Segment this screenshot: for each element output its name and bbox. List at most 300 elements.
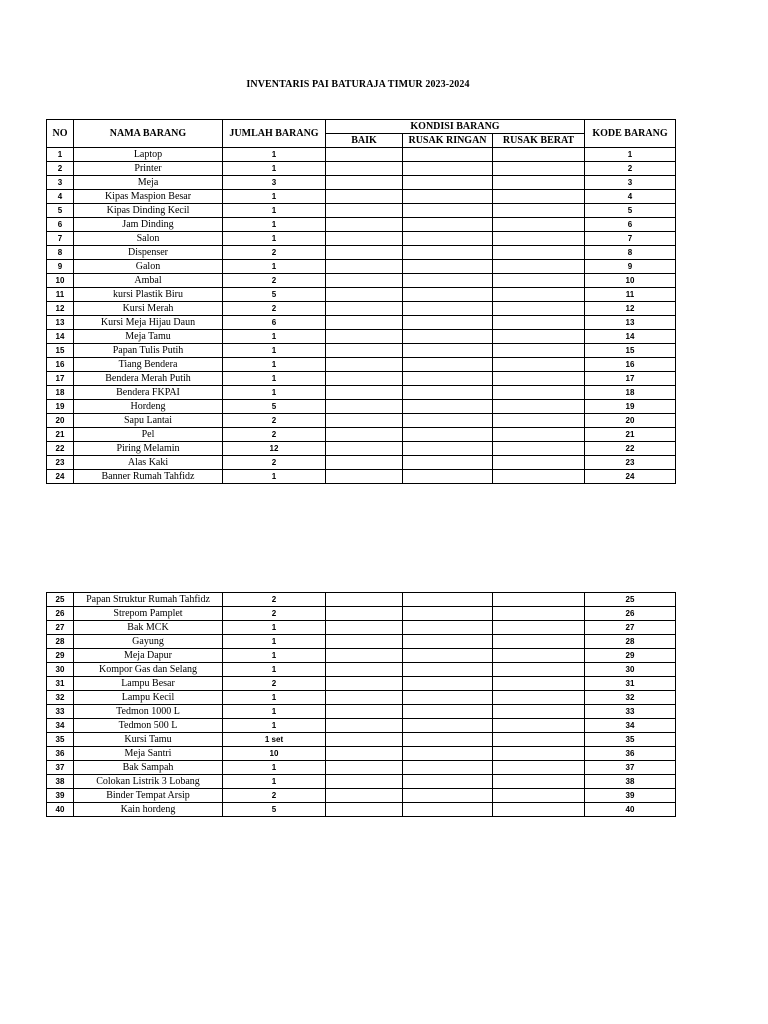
- cell-jumlah-barang: 1: [223, 372, 326, 386]
- cell-baik: [326, 148, 403, 162]
- cell-kode-barang: 23: [585, 456, 676, 470]
- cell-kode-barang: 27: [585, 621, 676, 635]
- table-row: [47, 148, 676, 162]
- cell-jumlah-barang: 1: [223, 162, 326, 176]
- cell-jumlah-barang: 2: [223, 414, 326, 428]
- cell-jumlah-barang: 5: [223, 803, 326, 817]
- cell-baik: [326, 316, 403, 330]
- cell-nama-barang: Kipas Dinding Kecil: [74, 204, 223, 218]
- table-row: [47, 719, 676, 733]
- cell-no: 4: [47, 190, 74, 204]
- cell-rusak-berat: [493, 733, 585, 747]
- cell-jumlah-barang: 1: [223, 232, 326, 246]
- cell-jumlah-barang: 1: [223, 148, 326, 162]
- cell-no: 3: [47, 176, 74, 190]
- cell-rusak-ringan: [403, 789, 493, 803]
- cell-rusak-ringan: [403, 204, 493, 218]
- cell-rusak-berat: [493, 803, 585, 817]
- cell-kode-barang: 33: [585, 705, 676, 719]
- cell-nama-barang: Meja: [74, 176, 223, 190]
- cell-jumlah-barang: 2: [223, 274, 326, 288]
- cell-baik: [326, 775, 403, 789]
- header-no: NO: [47, 120, 74, 148]
- cell-baik: [326, 733, 403, 747]
- cell-rusak-berat: [493, 456, 585, 470]
- table-row: [47, 316, 676, 330]
- cell-no: 11: [47, 288, 74, 302]
- table-row: [47, 204, 676, 218]
- cell-rusak-berat: [493, 607, 585, 621]
- cell-no: 28: [47, 635, 74, 649]
- cell-kode-barang: 9: [585, 260, 676, 274]
- cell-nama-barang: Piring Melamin: [74, 442, 223, 456]
- cell-rusak-ringan: [403, 733, 493, 747]
- cell-nama-barang: Bendera FKPAI: [74, 386, 223, 400]
- cell-nama-barang: Salon: [74, 232, 223, 246]
- cell-rusak-berat: [493, 470, 585, 484]
- cell-baik: [326, 607, 403, 621]
- cell-jumlah-barang: 1: [223, 204, 326, 218]
- table-row: [47, 649, 676, 663]
- table-row: [47, 358, 676, 372]
- header-kode-barang: KODE BARANG: [585, 120, 676, 148]
- table-row: [47, 621, 676, 635]
- table-row: [47, 442, 676, 456]
- cell-baik: [326, 176, 403, 190]
- cell-no: 32: [47, 691, 74, 705]
- cell-kode-barang: 30: [585, 663, 676, 677]
- cell-kode-barang: 4: [585, 190, 676, 204]
- cell-rusak-berat: [493, 386, 585, 400]
- cell-baik: [326, 789, 403, 803]
- cell-kode-barang: 29: [585, 649, 676, 663]
- cell-baik: [326, 719, 403, 733]
- cell-kode-barang: 13: [585, 316, 676, 330]
- cell-no: 12: [47, 302, 74, 316]
- cell-rusak-ringan: [403, 302, 493, 316]
- header-baik: BAIK: [326, 134, 403, 148]
- table-row: [47, 232, 676, 246]
- cell-baik: [326, 649, 403, 663]
- table-row: [47, 330, 676, 344]
- cell-kode-barang: 11: [585, 288, 676, 302]
- cell-rusak-berat: [493, 288, 585, 302]
- cell-baik: [326, 274, 403, 288]
- cell-rusak-ringan: [403, 386, 493, 400]
- cell-kode-barang: 8: [585, 246, 676, 260]
- cell-rusak-berat: [493, 691, 585, 705]
- cell-rusak-ringan: [403, 663, 493, 677]
- cell-kode-barang: 15: [585, 344, 676, 358]
- table-row: [47, 733, 676, 747]
- table-row: [47, 456, 676, 470]
- cell-rusak-berat: [493, 649, 585, 663]
- table-row: [47, 274, 676, 288]
- cell-baik: [326, 761, 403, 775]
- cell-nama-barang: Kipas Maspion Besar: [74, 190, 223, 204]
- cell-rusak-ringan: [403, 190, 493, 204]
- cell-baik: [326, 635, 403, 649]
- cell-kode-barang: 26: [585, 607, 676, 621]
- cell-kode-barang: 32: [585, 691, 676, 705]
- cell-kode-barang: 35: [585, 733, 676, 747]
- cell-rusak-berat: [493, 775, 585, 789]
- cell-baik: [326, 428, 403, 442]
- table-row: [47, 803, 676, 817]
- cell-kode-barang: 22: [585, 442, 676, 456]
- cell-rusak-ringan: [403, 232, 493, 246]
- cell-baik: [326, 414, 403, 428]
- cell-rusak-berat: [493, 274, 585, 288]
- cell-no: 16: [47, 358, 74, 372]
- cell-baik: [326, 663, 403, 677]
- cell-jumlah-barang: 1: [223, 635, 326, 649]
- cell-jumlah-barang: 2: [223, 246, 326, 260]
- cell-nama-barang: Gayung: [74, 635, 223, 649]
- cell-kode-barang: 31: [585, 677, 676, 691]
- cell-kode-barang: 14: [585, 330, 676, 344]
- cell-rusak-ringan: [403, 691, 493, 705]
- cell-no: 19: [47, 400, 74, 414]
- cell-rusak-ringan: [403, 719, 493, 733]
- cell-rusak-berat: [493, 232, 585, 246]
- cell-no: 25: [47, 593, 74, 607]
- cell-no: 34: [47, 719, 74, 733]
- cell-rusak-ringan: [403, 677, 493, 691]
- cell-baik: [326, 246, 403, 260]
- cell-no: 15: [47, 344, 74, 358]
- cell-nama-barang: Alas Kaki: [74, 456, 223, 470]
- cell-rusak-ringan: [403, 607, 493, 621]
- cell-rusak-ringan: [403, 372, 493, 386]
- cell-rusak-ringan: [403, 288, 493, 302]
- cell-rusak-ringan: [403, 593, 493, 607]
- cell-rusak-ringan: [403, 705, 493, 719]
- cell-no: 10: [47, 274, 74, 288]
- table-body-page-2: [47, 593, 676, 817]
- cell-kode-barang: 12: [585, 302, 676, 316]
- cell-rusak-ringan: [403, 218, 493, 232]
- cell-no: 39: [47, 789, 74, 803]
- cell-rusak-berat: [493, 442, 585, 456]
- cell-jumlah-barang: 1: [223, 470, 326, 484]
- cell-jumlah-barang: 3: [223, 176, 326, 190]
- cell-no: 6: [47, 218, 74, 232]
- cell-rusak-ringan: [403, 260, 493, 274]
- header-rusak-ringan: RUSAK RINGAN: [403, 134, 493, 148]
- cell-kode-barang: 1: [585, 148, 676, 162]
- table-row: [47, 344, 676, 358]
- cell-kode-barang: 5: [585, 204, 676, 218]
- table-row: [47, 470, 676, 484]
- cell-nama-barang: Kursi Meja Hijau Daun: [74, 316, 223, 330]
- cell-rusak-berat: [493, 789, 585, 803]
- cell-rusak-berat: [493, 621, 585, 635]
- cell-rusak-ringan: [403, 442, 493, 456]
- cell-nama-barang: Papan Tulis Putih: [74, 344, 223, 358]
- table-row: [47, 246, 676, 260]
- cell-nama-barang: Hordeng: [74, 400, 223, 414]
- cell-baik: [326, 593, 403, 607]
- cell-rusak-ringan: [403, 747, 493, 761]
- cell-nama-barang: kursi Plastik Biru: [74, 288, 223, 302]
- table-row: [47, 260, 676, 274]
- cell-baik: [326, 677, 403, 691]
- cell-rusak-berat: [493, 428, 585, 442]
- cell-nama-barang: Bendera Merah Putih: [74, 372, 223, 386]
- cell-rusak-berat: [493, 162, 585, 176]
- cell-no: 21: [47, 428, 74, 442]
- cell-baik: [326, 358, 403, 372]
- cell-rusak-ringan: [403, 148, 493, 162]
- cell-rusak-ringan: [403, 761, 493, 775]
- cell-nama-barang: Lampu Kecil: [74, 691, 223, 705]
- cell-baik: [326, 204, 403, 218]
- cell-no: 23: [47, 456, 74, 470]
- cell-rusak-ringan: [403, 176, 493, 190]
- cell-rusak-berat: [493, 218, 585, 232]
- cell-rusak-ringan: [403, 330, 493, 344]
- cell-kode-barang: 36: [585, 747, 676, 761]
- cell-jumlah-barang: 1: [223, 761, 326, 775]
- cell-kode-barang: 38: [585, 775, 676, 789]
- cell-rusak-ringan: [403, 400, 493, 414]
- cell-nama-barang: Kompor Gas dan Selang: [74, 663, 223, 677]
- cell-no: 30: [47, 663, 74, 677]
- table-row: [47, 635, 676, 649]
- cell-nama-barang: Papan Struktur Rumah Tahfidz: [74, 593, 223, 607]
- cell-no: 8: [47, 246, 74, 260]
- cell-kode-barang: 34: [585, 719, 676, 733]
- cell-rusak-berat: [493, 593, 585, 607]
- cell-no: 33: [47, 705, 74, 719]
- cell-baik: [326, 386, 403, 400]
- cell-nama-barang: Ambal: [74, 274, 223, 288]
- cell-baik: [326, 691, 403, 705]
- cell-nama-barang: Bak MCK: [74, 621, 223, 635]
- table-row: [47, 677, 676, 691]
- cell-baik: [326, 232, 403, 246]
- cell-nama-barang: Printer: [74, 162, 223, 176]
- cell-jumlah-barang: 2: [223, 593, 326, 607]
- cell-baik: [326, 442, 403, 456]
- cell-rusak-ringan: [403, 470, 493, 484]
- cell-kode-barang: 28: [585, 635, 676, 649]
- cell-nama-barang: Kursi Tamu: [74, 733, 223, 747]
- cell-kode-barang: 19: [585, 400, 676, 414]
- cell-nama-barang: Lampu Besar: [74, 677, 223, 691]
- table-row: [47, 302, 676, 316]
- cell-kode-barang: 6: [585, 218, 676, 232]
- cell-jumlah-barang: 1: [223, 344, 326, 358]
- cell-kode-barang: 10: [585, 274, 676, 288]
- cell-no: 5: [47, 204, 74, 218]
- table-row: [47, 288, 676, 302]
- cell-rusak-berat: [493, 663, 585, 677]
- table-row: [47, 428, 676, 442]
- header-nama-barang: NAMA BARANG: [74, 120, 223, 148]
- cell-rusak-berat: [493, 761, 585, 775]
- table-row: [47, 747, 676, 761]
- header-kondisi-barang: KONDISI BARANG: [326, 120, 585, 134]
- cell-baik: [326, 400, 403, 414]
- cell-no: 27: [47, 621, 74, 635]
- cell-nama-barang: Binder Tempat Arsip: [74, 789, 223, 803]
- cell-baik: [326, 705, 403, 719]
- table-row: [47, 176, 676, 190]
- cell-jumlah-barang: 5: [223, 288, 326, 302]
- cell-kode-barang: 24: [585, 470, 676, 484]
- cell-jumlah-barang: 1 set: [223, 733, 326, 747]
- table-row: [47, 775, 676, 789]
- cell-baik: [326, 803, 403, 817]
- cell-no: 22: [47, 442, 74, 456]
- table-row: [47, 372, 676, 386]
- cell-kode-barang: 25: [585, 593, 676, 607]
- cell-rusak-berat: [493, 330, 585, 344]
- cell-jumlah-barang: 5: [223, 400, 326, 414]
- cell-nama-barang: Laptop: [74, 148, 223, 162]
- table-row: [47, 162, 676, 176]
- cell-no: 9: [47, 260, 74, 274]
- table-row: [47, 414, 676, 428]
- cell-no: 2: [47, 162, 74, 176]
- cell-nama-barang: Kain hordeng: [74, 803, 223, 817]
- cell-nama-barang: Meja Santri: [74, 747, 223, 761]
- cell-nama-barang: Tedmon 500 L: [74, 719, 223, 733]
- cell-baik: [326, 372, 403, 386]
- cell-nama-barang: Banner Rumah Tahfidz: [74, 470, 223, 484]
- cell-baik: [326, 260, 403, 274]
- cell-jumlah-barang: 6: [223, 316, 326, 330]
- cell-no: 29: [47, 649, 74, 663]
- cell-rusak-ringan: [403, 344, 493, 358]
- cell-baik: [326, 456, 403, 470]
- cell-nama-barang: Meja Tamu: [74, 330, 223, 344]
- cell-rusak-ringan: [403, 274, 493, 288]
- cell-rusak-berat: [493, 414, 585, 428]
- table-row: [47, 761, 676, 775]
- cell-rusak-berat: [493, 302, 585, 316]
- cell-no: 18: [47, 386, 74, 400]
- cell-rusak-berat: [493, 372, 585, 386]
- cell-kode-barang: 3: [585, 176, 676, 190]
- cell-jumlah-barang: 1: [223, 663, 326, 677]
- cell-nama-barang: Kursi Merah: [74, 302, 223, 316]
- cell-kode-barang: 17: [585, 372, 676, 386]
- cell-jumlah-barang: 1: [223, 775, 326, 789]
- table-row: [47, 663, 676, 677]
- table-body-page-1: [47, 148, 676, 484]
- cell-no: 20: [47, 414, 74, 428]
- cell-no: 40: [47, 803, 74, 817]
- cell-nama-barang: Galon: [74, 260, 223, 274]
- cell-jumlah-barang: 2: [223, 789, 326, 803]
- cell-no: 13: [47, 316, 74, 330]
- cell-jumlah-barang: 1: [223, 719, 326, 733]
- cell-rusak-berat: [493, 260, 585, 274]
- cell-no: 24: [47, 470, 74, 484]
- cell-nama-barang: Bak Sampah: [74, 761, 223, 775]
- cell-baik: [326, 162, 403, 176]
- cell-jumlah-barang: 1: [223, 260, 326, 274]
- cell-rusak-ringan: [403, 621, 493, 635]
- cell-nama-barang: Tedmon 1000 L: [74, 705, 223, 719]
- cell-jumlah-barang: 2: [223, 456, 326, 470]
- cell-rusak-berat: [493, 747, 585, 761]
- table-row: [47, 400, 676, 414]
- cell-rusak-berat: [493, 316, 585, 330]
- cell-kode-barang: 39: [585, 789, 676, 803]
- cell-jumlah-barang: 1: [223, 330, 326, 344]
- cell-baik: [326, 302, 403, 316]
- cell-baik: [326, 218, 403, 232]
- cell-kode-barang: 21: [585, 428, 676, 442]
- cell-rusak-berat: [493, 246, 585, 260]
- cell-rusak-berat: [493, 705, 585, 719]
- cell-rusak-berat: [493, 400, 585, 414]
- cell-rusak-ringan: [403, 414, 493, 428]
- cell-nama-barang: Meja Dapur: [74, 649, 223, 663]
- cell-rusak-ringan: [403, 162, 493, 176]
- cell-rusak-berat: [493, 677, 585, 691]
- cell-jumlah-barang: 2: [223, 607, 326, 621]
- cell-rusak-berat: [493, 719, 585, 733]
- table-row: [47, 607, 676, 621]
- cell-jumlah-barang: 2: [223, 302, 326, 316]
- cell-jumlah-barang: 1: [223, 386, 326, 400]
- cell-no: 31: [47, 677, 74, 691]
- cell-rusak-berat: [493, 358, 585, 372]
- document-title: INVENTARIS PAI BATURAJA TIMUR 2023-2024: [246, 79, 470, 90]
- cell-baik: [326, 190, 403, 204]
- cell-jumlah-barang: 1: [223, 358, 326, 372]
- table-row: [47, 691, 676, 705]
- cell-rusak-berat: [493, 190, 585, 204]
- cell-no: 35: [47, 733, 74, 747]
- cell-kode-barang: 7: [585, 232, 676, 246]
- cell-rusak-berat: [493, 176, 585, 190]
- inventory-table-page-1: [46, 119, 676, 484]
- cell-rusak-ringan: [403, 358, 493, 372]
- table-row: [47, 218, 676, 232]
- cell-rusak-ringan: [403, 635, 493, 649]
- cell-jumlah-barang: 1: [223, 621, 326, 635]
- cell-jumlah-barang: 1: [223, 649, 326, 663]
- cell-jumlah-barang: 12: [223, 442, 326, 456]
- header-jumlah-barang: JUMLAH BARANG: [223, 120, 326, 148]
- cell-rusak-ringan: [403, 316, 493, 330]
- cell-rusak-ringan: [403, 456, 493, 470]
- cell-no: 7: [47, 232, 74, 246]
- cell-rusak-ringan: [403, 649, 493, 663]
- cell-jumlah-barang: 2: [223, 428, 326, 442]
- cell-rusak-ringan: [403, 246, 493, 260]
- cell-baik: [326, 288, 403, 302]
- table-row: [47, 386, 676, 400]
- cell-rusak-berat: [493, 148, 585, 162]
- cell-no: 38: [47, 775, 74, 789]
- cell-jumlah-barang: 2: [223, 677, 326, 691]
- cell-nama-barang: Pel: [74, 428, 223, 442]
- table-row: [47, 593, 676, 607]
- cell-nama-barang: Strepom Pamplet: [74, 607, 223, 621]
- cell-no: 37: [47, 761, 74, 775]
- cell-nama-barang: Sapu Lantai: [74, 414, 223, 428]
- cell-rusak-berat: [493, 635, 585, 649]
- cell-kode-barang: 37: [585, 761, 676, 775]
- cell-baik: [326, 470, 403, 484]
